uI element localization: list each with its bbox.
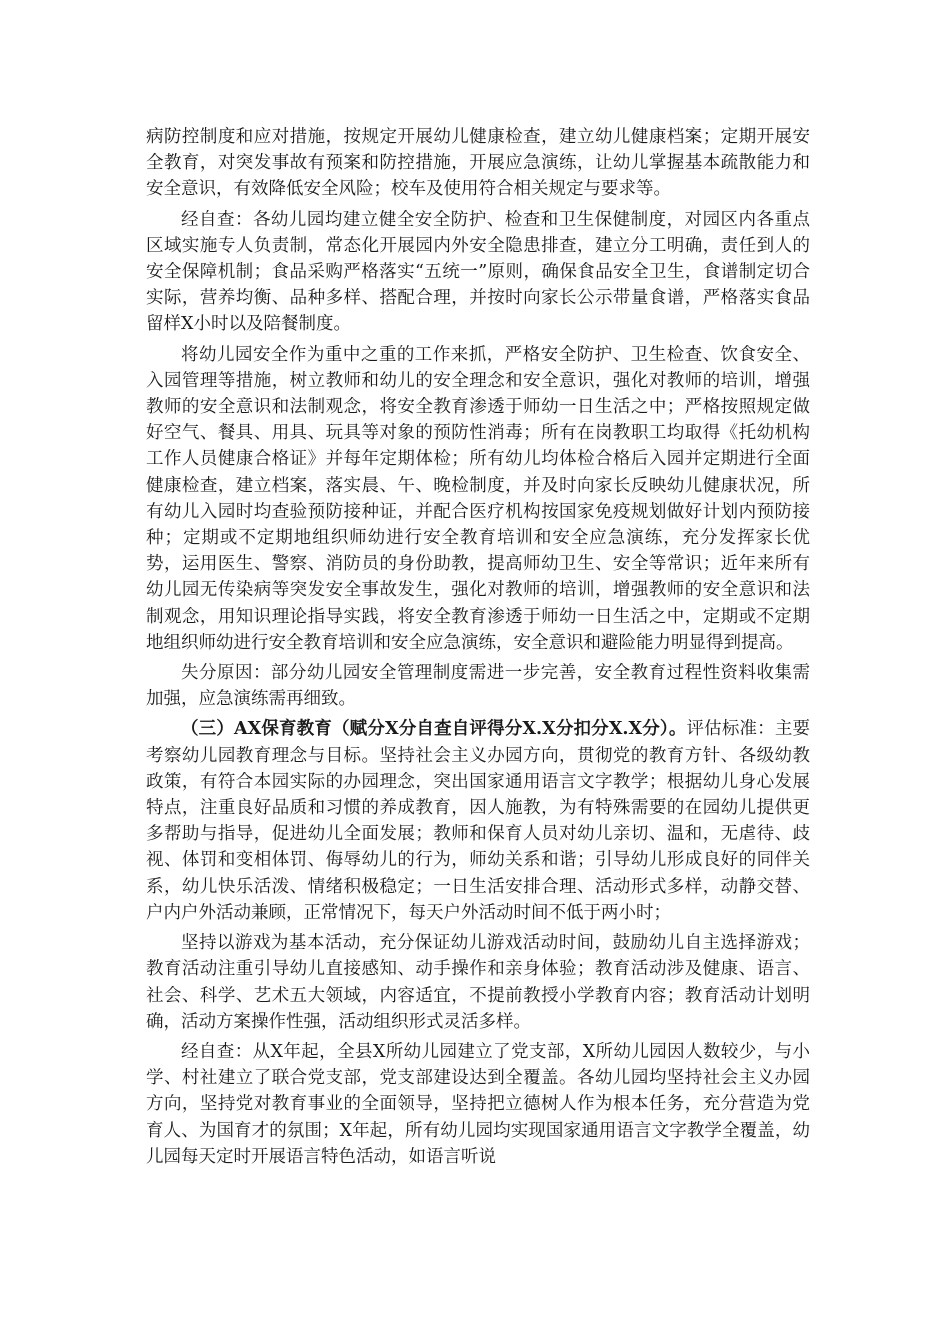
- paragraph-continued: 病防控制度和应对措施，按规定开展幼儿健康检查，建立幼儿健康档案；定期开展安全教育，对突发事故有预案和防控措施，开展应急演练，让幼儿掌握基本疏散能力和安全意识，有效降低安全风险；校车及使用符合相关规定与要求等。: [146, 127, 810, 200]
- paragraph-lost-points: 失分原因：部分幼儿园安全管理制度需进一步完善，安全教育过程性资料收集需加强，应急演练需再细致。: [146, 663, 810, 710]
- document-page: [146, 124, 810, 1174]
- paragraph-self-check-safety: 经自查：各幼儿园均建立健全安全防护、检查和卫生保健制度，对园区内各重点区域实施专人负责制，常态化开展园内外安全隐患排查，建立分工明确，责任到人的安全保障机制；食品采购严格落实“五统一”原则，确保食品安全卫生，食谱制定切合实际，营养均衡、品种多样、搭配合理，并按时向家长公示带量食谱，严格落实食品留样X小时以及陪餐制度。: [146, 209, 810, 335]
- paragraph-game-activities: 坚持以游戏为基本活动，充分保证幼儿游戏活动时间，鼓励幼儿自主选择游戏；教育活动注重引导幼儿直接感知、动手操作和亲身体验；教育活动涉及健康、语言、社会、科学、艺术五大领域，内容适宜，不提前教授小学教育内容；教育活动计划明确，活动方案操作性强，活动组织形式灵活多样。: [146, 933, 810, 1032]
- paragraph-safety-work: 将幼儿园安全作为重中之重的工作来抓，严格安全防护、卫生检查、饮食安全、入园管理等措施，树立教师和幼儿的安全理念和安全意识，强化对教师的培训，增强教师的安全意识和法制观念，将安全教育渗透于师幼一日生活之中；严格按照规定做好空气、餐具、用具、玩具等对象的预防性消毒；所有在岗教职工均取得《托幼机构工作人员健康合格证》并每年定期体检；所有幼儿均体检合格后入园并定期进行全面健康检查，建立档案，落实晨、午、晚检制度，并及时向家长反映幼儿健康状况，所有幼儿入园时均查验预防接种证，并配合医疗机构按国家免疫规划做好计划内预防接种；定期或不定期地组织师幼进行安全教育培训和安全应急演练，充分发挥家长优势，运用医生、警察、消防员的身份助教，提高师幼卫生、安全等常识；近年来所有幼儿园无传染病等突发安全事故发生，强化对教师的培训，增强教师的安全意识和法制观念，用知识理论指导实践，将安全教育渗透于师幼一日生活之中，定期或不定期地组织师幼进行安全教育培训和安全应急演练，安全意识和避险能力明显得到提高。: [146, 344, 810, 653]
- section-heading: （三）AX保育教育（赋分X分自查自评得分X.X分扣分X.X分）。: [181, 719, 687, 740]
- section-criteria: 评估标准：主要考察幼儿园教育理念与目标。坚持社会主义办园方向，贯彻党的教育方针、各级幼教政策，有符合本园实际的办园理念，突出国家通用语言文字教学；根据幼儿身心发展特点，注重良好品质和习惯的养成教育，因人施教，为有特殊需要的在园幼儿提供更多帮助与指导，促进幼儿全面发展；教师和保育人员对幼儿亲切、温和，无虐待、歧视、体罚和变相体罚、侮辱幼儿的行为，师幼关系和谐；引导幼儿形成良好的同伴关系，幼儿快乐活泼、情绪积极稳定；一日生活安排合理、活动形式多样，动静交替、户内户外活动兼顾，正常情况下，每天户外活动时间不低于两小时；: [146, 719, 811, 923]
- paragraph-section-heading: [146, 716, 810, 926]
- paragraph-self-check-education: 经自查：从X年起，全县X所幼儿园建立了党支部，X所幼儿园因人数较少，与小学、村社建立了联合党支部，党支部建设达到全覆盖。各幼儿园均坚持社会主义办园方向，坚持党对教育事业的全面领导，坚持把立德树人作为根本任务，充分营造为党育人、为国育才的氛围；X年起，所有幼儿园均实现国家通用语言文字教学全覆盖，幼儿园每天定时开展语言特色活动，如语言听说: [146, 1041, 810, 1167]
